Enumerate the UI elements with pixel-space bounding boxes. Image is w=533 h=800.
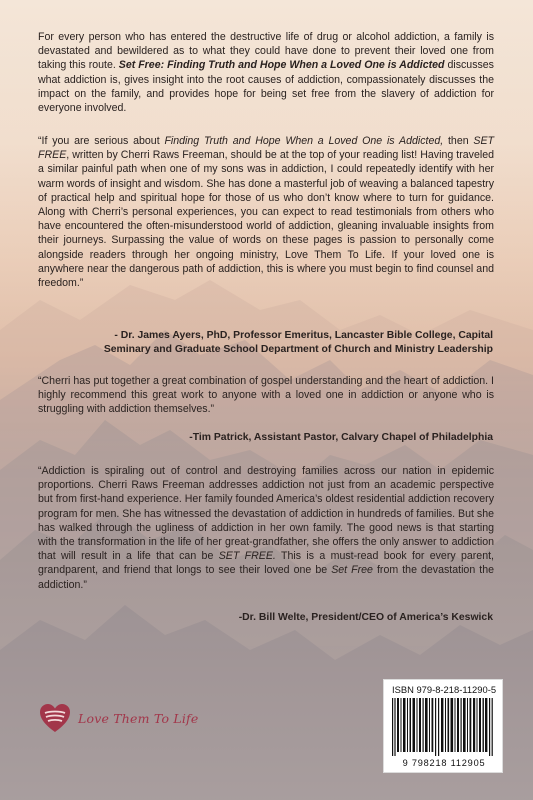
review-3-title-1: SET FREE. bbox=[218, 550, 276, 563]
review-1-attribution-line-2: Seminary and Graduate School Department of Church and Ministry Leadership bbox=[103, 344, 493, 355]
review-2-attribution: -Tim Patrick, Assistant Pastor, Calvary Chapel of Philadelphia bbox=[189, 432, 493, 443]
review-2-paragraph: “Cherri has put together a great combination of gospel understanding and the heart of addiction. I highly recommend this great work to anyone with a loved one in addiction or anyone who is struggling with addiction themselves.” bbox=[38, 375, 494, 416]
review-1-text-1: “If you are serious about bbox=[38, 135, 165, 147]
review-3-text-2: This is a must-read book for every parent, grandparent, and friend that longs to see their loved one be bbox=[38, 550, 494, 577]
review-1-text-2: then bbox=[443, 135, 474, 147]
review-1-title-2: SET FREE bbox=[38, 135, 495, 162]
review-3-text-1: “Addiction is spiraling out of control and destroying families across our nation in epidemic proportions. Cherri Raws Freeman addresses addiction not just from an academic perspective but from first-hand experience. Her family founded America’s oldest residential addiction recovery program for men. She has witnessed the devastation of addiction in hundreds of families. But she has walked through the ugliness of addiction in her own family. The good news is that starting with the transformation in the life of her great-grandfather, she offers the only answer to addiction that will result in a life that can be bbox=[38, 465, 494, 563]
barcode-bars bbox=[392, 698, 496, 756]
review-3-attribution: -Dr. Bill Welte, President/CEO of America’s Keswick bbox=[238, 612, 493, 623]
heart-logo-icon bbox=[38, 701, 72, 735]
review-1-title-1: Finding Truth and Hope When a Loved One is Addicted, bbox=[164, 135, 444, 147]
review-3-text-3: from the devastation the addiction.” bbox=[38, 564, 494, 591]
review-3-title-2: Set Free bbox=[331, 564, 373, 577]
review-1-attribution-line-1: - Dr. James Ayers, PhD, Professor Emeritus, Lancaster Bible College, Capital bbox=[114, 330, 493, 341]
intro-book-title: Set Free: Finding Truth and Hope When a Loved One is Addicted bbox=[118, 59, 445, 72]
intro-paragraph bbox=[38, 30, 494, 115]
review-1-paragraph bbox=[38, 134, 494, 290]
love-them-to-life-logo bbox=[38, 700, 238, 736]
isbn-barcode bbox=[383, 679, 503, 773]
intro-text-1: For every person who has entered the destructive life of drug or alcohol addiction, a family is devastated and bewildered as to what they could have done to prevent their loved one from taking this route. bbox=[38, 31, 494, 72]
barcode-digits: 9 798218 112905 bbox=[402, 758, 486, 768]
review-3-paragraph bbox=[38, 464, 494, 592]
intro-text-2: discusses what addiction is, gives insight into the root causes of addiction, compassionately discusses the impact on the family, and provides hope for being set free from the slavery of addiction for everyone involved. bbox=[38, 59, 494, 115]
isbn-label: ISBN 979-8-218-11290-5 bbox=[391, 684, 497, 695]
review-1-text-3: , written by Cherri Raws Freeman, should be at the top of your reading list! Having traveled a similar painful path when one of my sons was in addiction, I could repeatedly identify with her warm words of insight and wisdom. She has done a masterful job of weaving a balanced tapestry of practical help and spiritual hope for those of us who don’t know where to turn for guidance. Along with Cherri’s personal experiences, you can expect to read testimonials from others who have encountered the often-misunderstood world of addiction, gleaning invaluable insights from their journeys. Surpassing the value of words on these pages is passion to personally come alongside readers through her ongoing ministry, Love Them To Life. If your loved one is anywhere near the dangerous path of addiction, this is where you must begin to find counsel and freedom.” bbox=[38, 149, 494, 290]
logo-text: Love Them To Life bbox=[78, 710, 199, 726]
